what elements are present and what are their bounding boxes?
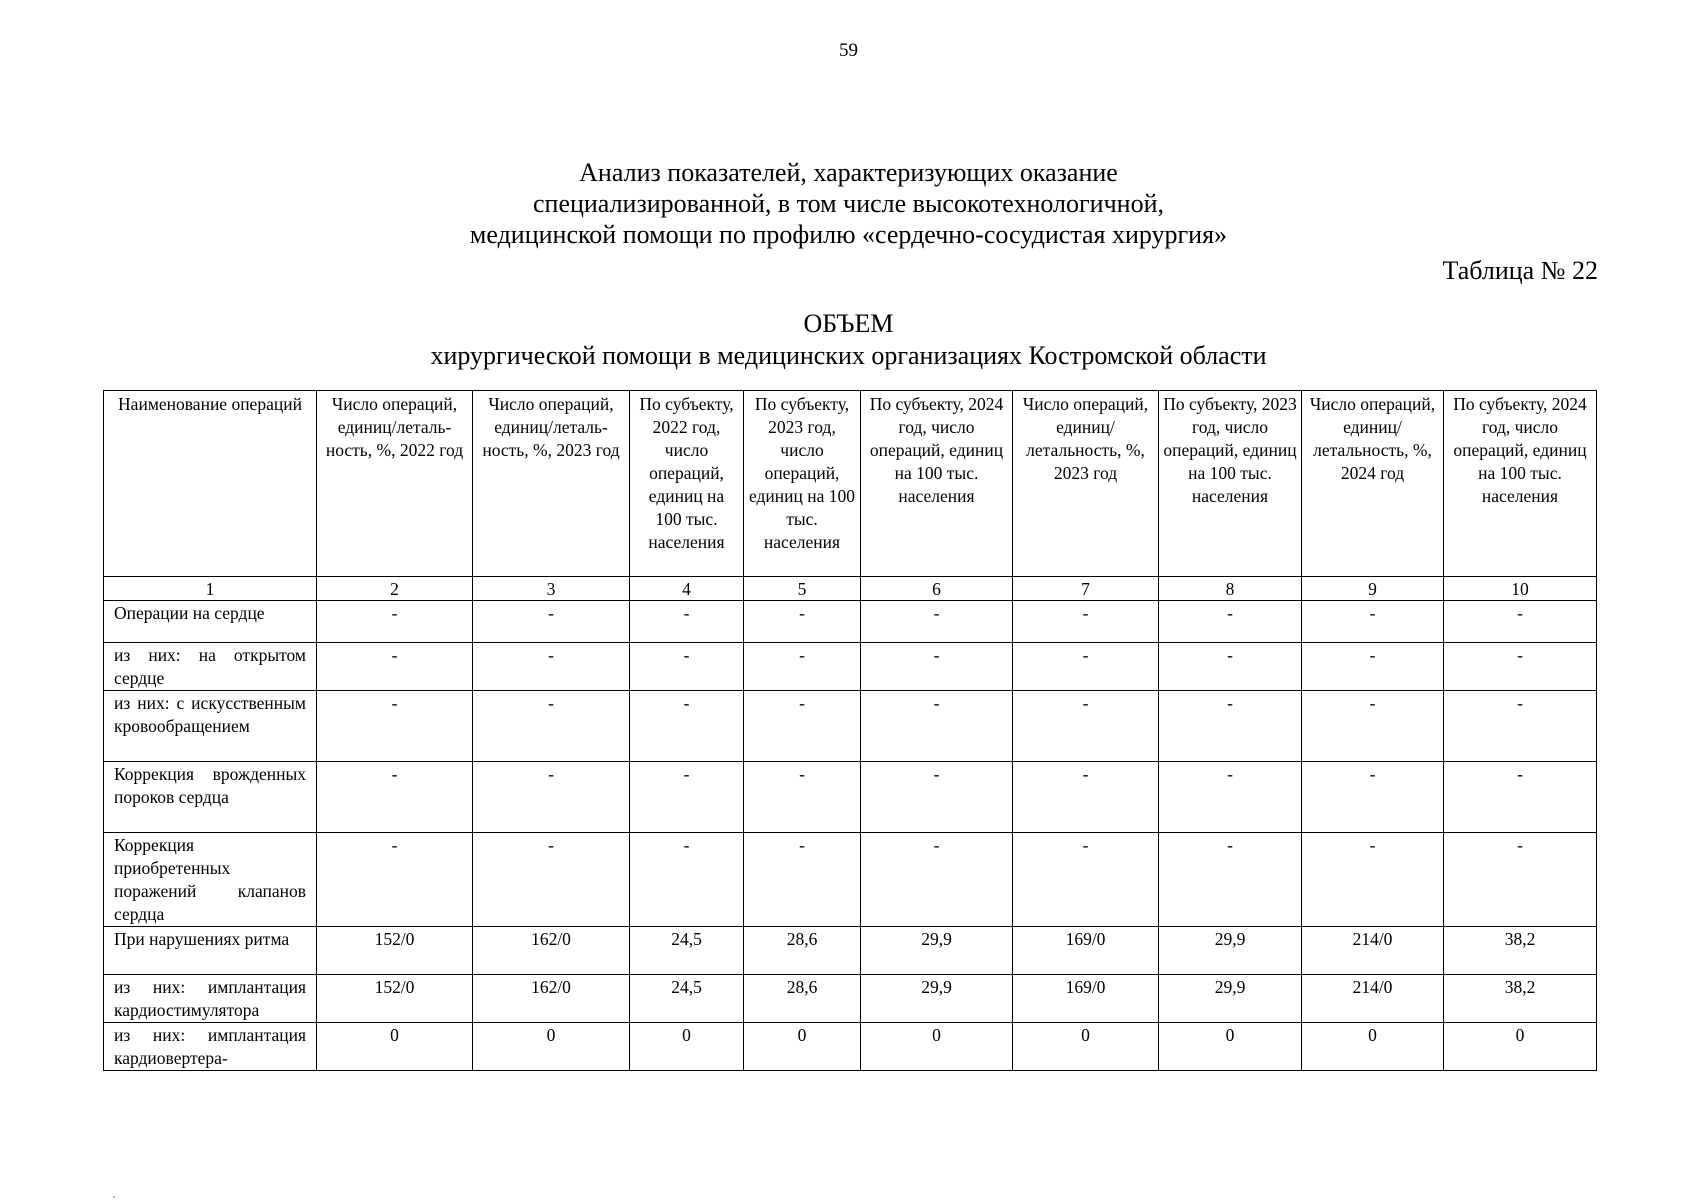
table-cell: 169/0 xyxy=(1013,975,1159,1023)
table-cell: 0 xyxy=(1302,1023,1444,1071)
table-row xyxy=(104,927,1597,975)
table-cell: - xyxy=(630,833,744,927)
table-cell: 0 xyxy=(1444,1023,1597,1071)
column-number: 7 xyxy=(1013,577,1159,601)
table-cell: - xyxy=(473,762,630,833)
table-cell: - xyxy=(744,601,861,643)
column-header: Число операций, единиц/ летальность, %, 2024 год xyxy=(1302,391,1444,577)
row-label: Коррекция врожденных пороков сердца xyxy=(104,762,317,833)
table-cell: - xyxy=(744,643,861,691)
table-cell: - xyxy=(1444,601,1597,643)
table-cell: - xyxy=(1159,601,1302,643)
table-cell: - xyxy=(861,643,1013,691)
table-cell: 29,9 xyxy=(861,975,1013,1023)
table-cell: - xyxy=(1013,833,1159,927)
table-cell: - xyxy=(1013,762,1159,833)
table-cell: - xyxy=(1302,643,1444,691)
row-label: При нарушениях ритма xyxy=(104,927,317,975)
table-cell: - xyxy=(630,691,744,762)
table-cell: - xyxy=(473,643,630,691)
table-header-row xyxy=(104,391,1597,577)
column-number: 4 xyxy=(630,577,744,601)
column-number: 6 xyxy=(861,577,1013,601)
column-header: Число операций, единиц/леталь-ность, %, 2023 год xyxy=(473,391,630,577)
column-header: Число операций, единиц/леталь-ность, %, 2022 год xyxy=(317,391,473,577)
table-cell: - xyxy=(1013,601,1159,643)
table-cell: 152/0 xyxy=(317,927,473,975)
table-cell: 29,9 xyxy=(1159,927,1302,975)
table-cell: - xyxy=(861,691,1013,762)
table-cell: 0 xyxy=(861,1023,1013,1071)
row-label: из них: имплантация кардиостимулятора xyxy=(104,975,317,1023)
table-cell: 162/0 xyxy=(473,927,630,975)
column-number: 5 xyxy=(744,577,861,601)
table-cell: - xyxy=(1302,833,1444,927)
document-title-line: Анализ показателей, характеризующих оказание xyxy=(579,158,1118,187)
table-cell: - xyxy=(1444,833,1597,927)
column-header: По субъекту, 2024 год, число операций, единиц на 100 тыс. населения xyxy=(1444,391,1597,577)
row-label: из них: с искусственным кровообращением xyxy=(104,691,317,762)
table-cell: - xyxy=(1013,691,1159,762)
column-number: 2 xyxy=(317,577,473,601)
table-cell: - xyxy=(317,643,473,691)
table-cell: - xyxy=(861,762,1013,833)
table-cell: 169/0 xyxy=(1013,927,1159,975)
table-cell: - xyxy=(317,833,473,927)
table-heading-line-1: ОБЪЕМ xyxy=(803,309,894,338)
table-row xyxy=(104,833,1597,927)
column-number: 3 xyxy=(473,577,630,601)
column-header: По субъекту, 2022 год, число операций, единиц на 100 тыс. населения xyxy=(630,391,744,577)
table-cell: - xyxy=(630,762,744,833)
table-cell: - xyxy=(744,691,861,762)
table-cell: 28,6 xyxy=(744,927,861,975)
table-cell: - xyxy=(861,601,1013,643)
table-cell: 28,6 xyxy=(744,975,861,1023)
column-number: 1 xyxy=(104,577,317,601)
column-header: По субъекту, 2024 год, число операций, единиц на 100 тыс. населения xyxy=(861,391,1013,577)
table-cell: - xyxy=(1302,691,1444,762)
table-cell: 214/0 xyxy=(1302,927,1444,975)
table-row xyxy=(104,762,1597,833)
table-cell: - xyxy=(1444,762,1597,833)
table-cell: 0 xyxy=(473,1023,630,1071)
document-title-line: медицинской помощи по профилю «сердечно-сосудистая хирургия» xyxy=(469,220,1228,249)
column-number: 9 xyxy=(1302,577,1444,601)
table-cell: - xyxy=(630,643,744,691)
table-cell: - xyxy=(744,833,861,927)
column-header: Наименование операций xyxy=(104,391,317,577)
table-cell: - xyxy=(1159,691,1302,762)
row-label: из них: имплантация кардиовертера- xyxy=(104,1023,317,1071)
table-cell: - xyxy=(1159,833,1302,927)
table-cell: 0 xyxy=(1159,1023,1302,1071)
table-cell: - xyxy=(1159,643,1302,691)
column-number-row xyxy=(104,577,1597,601)
row-label: Коррекция приобретенных поражений клапанов сердца xyxy=(104,833,317,927)
table-cell: - xyxy=(630,601,744,643)
table-cell: - xyxy=(1159,762,1302,833)
table-cell: 0 xyxy=(317,1023,473,1071)
table-cell: 38,2 xyxy=(1444,975,1597,1023)
column-header: По субъекту, 2023 год, число операций, единиц на 100 тыс. населения xyxy=(744,391,861,577)
page-number: 59 xyxy=(839,40,858,61)
document-title-line: специализированной, в том числе высокотехнологичной, xyxy=(532,189,1165,218)
table-cell: 0 xyxy=(630,1023,744,1071)
table-row xyxy=(104,975,1597,1023)
table-heading xyxy=(0,308,1697,372)
table-row xyxy=(104,691,1597,762)
column-header: По субъекту, 2023 год, число операций, единиц на 100 тыс. населения xyxy=(1159,391,1302,577)
table-row xyxy=(104,1023,1597,1071)
table-cell: 152/0 xyxy=(317,975,473,1023)
table-cell: - xyxy=(1302,762,1444,833)
table-cell: 0 xyxy=(1013,1023,1159,1071)
table-number: Таблица № 22 xyxy=(1442,256,1598,285)
table-cell: - xyxy=(473,691,630,762)
table-row xyxy=(104,643,1597,691)
table-cell: 29,9 xyxy=(861,927,1013,975)
table-cell: - xyxy=(1013,643,1159,691)
table-cell: 24,5 xyxy=(630,975,744,1023)
table-cell: 162/0 xyxy=(473,975,630,1023)
table-cell: 38,2 xyxy=(1444,927,1597,975)
table-cell: 29,9 xyxy=(1159,975,1302,1023)
table-cell: - xyxy=(744,762,861,833)
table-row xyxy=(104,601,1597,643)
surgery-volume-table xyxy=(103,390,1597,1071)
scan-speck xyxy=(113,1196,115,1198)
table-cell: - xyxy=(1302,601,1444,643)
table-cell: - xyxy=(473,601,630,643)
table-cell: - xyxy=(317,762,473,833)
table-cell: - xyxy=(473,833,630,927)
column-number: 8 xyxy=(1159,577,1302,601)
table-cell: - xyxy=(1444,691,1597,762)
document-title xyxy=(0,157,1697,250)
table-cell: 24,5 xyxy=(630,927,744,975)
table-cell: 0 xyxy=(744,1023,861,1071)
table-cell: - xyxy=(861,833,1013,927)
table-cell: - xyxy=(317,691,473,762)
column-header: Число операций, единиц/ летальность, %, 2023 год xyxy=(1013,391,1159,577)
table-cell: - xyxy=(317,601,473,643)
row-label: Операции на сердце xyxy=(104,601,317,643)
table-cell: - xyxy=(1444,643,1597,691)
row-label: из них: на открытом сердце xyxy=(104,643,317,691)
column-number: 10 xyxy=(1444,577,1597,601)
table-cell: 214/0 xyxy=(1302,975,1444,1023)
table-heading-line-2: хирургической помощи в медицинских организациях Костромской области xyxy=(430,341,1267,370)
